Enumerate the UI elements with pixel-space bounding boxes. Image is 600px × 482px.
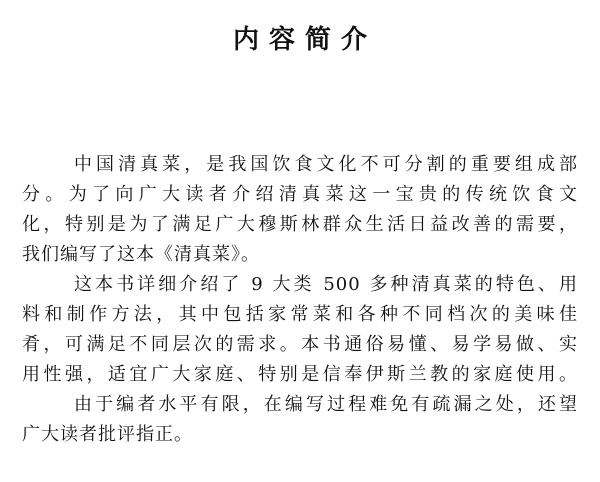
paragraph-2-line-3: 肴，可满足不同层次的需求。本书通俗易懂、易学易做、实 xyxy=(22,334,578,355)
paragraph-2-line-2: 料和制作方法，其中包括家常菜和各种不同档次的美味佳 xyxy=(22,304,578,325)
paragraph-1-line-1: 中国清真菜，是我国饮食文化不可分割的重要组成部 xyxy=(74,154,578,175)
page-title: 内容简介 xyxy=(232,25,377,55)
paragraph-2-line-1: 这本书详细介绍了 9 大类 500 多种清真菜的特色、用 xyxy=(74,274,578,295)
paragraph-2-line-4: 用性强，适宜广大家庭、特别是信奉伊斯兰教的家庭使用。 xyxy=(22,364,578,385)
paragraph-1-line-2: 分。为了向广大读者介绍清真菜这一宝贵的传统饮食文 xyxy=(22,184,578,205)
paragraph-3-line-2: 广大读者批评指正。 xyxy=(22,424,193,445)
paragraph-3-line-1: 由于编者水平有限，在编写过程难免有疏漏之处，还望 xyxy=(74,394,578,415)
paragraph-1-line-3: 化，特别是为了满足广大穆斯林群众生活日益改善的需要， xyxy=(22,214,578,235)
paragraph-1-line-4: 我们编写了这本《清真菜》。 xyxy=(22,244,260,265)
body-text xyxy=(22,150,578,450)
